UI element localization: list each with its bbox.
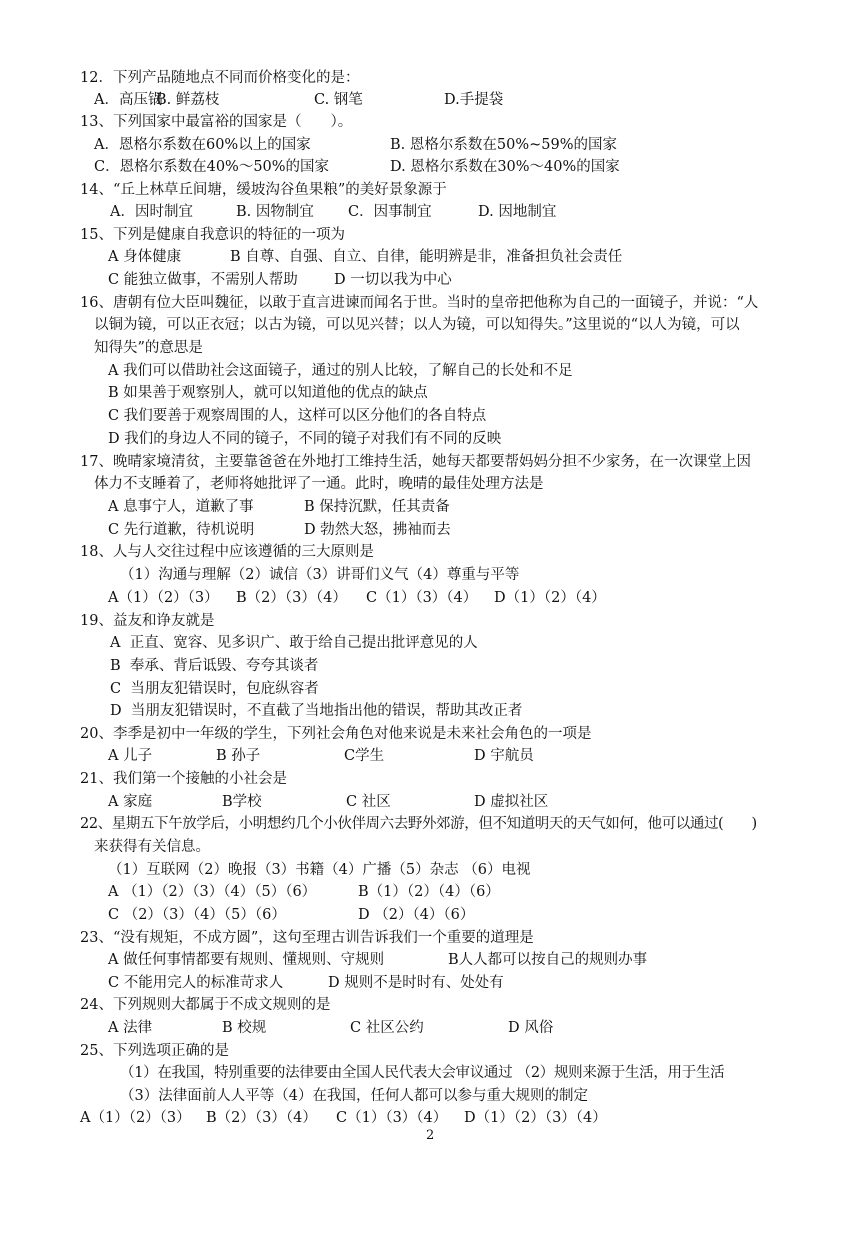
option-c: C（1）（3）（4） [366, 590, 478, 606]
option-a: A 身体健康 [108, 249, 182, 265]
option-a: A 息事宁人，道歉了事 [108, 499, 254, 515]
question-25-stem: 25、下列选项正确的是 [80, 1043, 229, 1059]
option-d: D. 因地制宜 [478, 204, 557, 220]
question-18-items: （1）沟通与理解（2）诚信（3）讲哥们义气（4）尊重与平等 [120, 567, 520, 583]
option-b: B 如果善于观察别人，就可以知道他的优点的缺点 [108, 385, 428, 401]
question-24-options [108, 1017, 808, 1039]
option-d: D 勃然大怒，拂袖而去 [304, 522, 451, 538]
question-24-stem: 24、下列规则大都属于不成文规则的是 [80, 997, 331, 1013]
question-14-stem: 14、“丘上林草丘间塘，缓坡沟谷鱼果粮”的美好景象源于 [80, 182, 447, 198]
option-d: D 虚拟社区 [474, 794, 549, 810]
option-c: C 不能用完人的标准苛求人 [108, 975, 284, 991]
question-25-options [80, 1107, 800, 1129]
question-22-items: （1）互联网（2）晚报（3）书籍（4）广播（5）杂志 （6）电视 [108, 862, 531, 878]
option-b: B 孙子 [216, 748, 261, 764]
option-a: A 法律 [108, 1020, 153, 1036]
option-a: A 儿子 [108, 748, 153, 764]
question-19-stem: 19、益友和诤友就是 [80, 613, 215, 629]
question-22-options-row1 [108, 881, 808, 903]
option-b: B（2）（3）（4） [236, 590, 347, 606]
question-18-options [108, 587, 808, 609]
option-a: A 我们可以借助社会这面镜子，通过的别人比较，了解自己的长处和不足 [108, 363, 573, 379]
option-a: A（1）（2）（3） [80, 1110, 191, 1126]
question-16-stem-cont: 知得失”的意思是 [94, 340, 203, 356]
question-16-stem-cont: 以铜为镜，可以正衣冠；以古为镜，可以见兴替；以人为镜，可以知得失。”这里说的“以人为镜，可以 [94, 317, 740, 333]
option-a: A．恩格尔系数在60%以上的国家 [94, 137, 311, 153]
option-b: B 奉承、背后诋毁、夸夸其谈者 [110, 658, 319, 674]
question-25-items: （1）在我国，特别重要的法律要由全国人民代表大会审议通过 （2）规则来源于生活，用于生活 [120, 1065, 725, 1081]
option-b: B学校 [222, 794, 262, 810]
question-22-stem: 22、星期五下午放学后，小明想约几个小伙伴周六去野外郊游，但不知道明天的天气如何，他可以通过( ) [80, 816, 757, 832]
option-c: C. 钢笔 [314, 92, 363, 108]
question-15-options-row1 [108, 246, 808, 268]
question-13-options-row2 [94, 156, 794, 178]
question-13-stem: 13、下列国家中最富裕的国家是（ ）。 [80, 114, 353, 130]
question-17-options-row1 [108, 496, 808, 518]
question-25-items-cont: （3）法律面前人人平等（4）在我国，任何人都可以参与重大规则的制定 [120, 1088, 588, 1104]
option-c: C 能独立做事，不需别人帮助 [108, 272, 298, 288]
option-c: C 社区公约 [350, 1020, 424, 1036]
option-b: B. 因物制宜 [236, 204, 314, 220]
question-20-stem: 20、李季是初中一年级的学生，下列社会角色对他来说是未来社会角色的一项是 [80, 726, 592, 742]
option-d: D（1）（2）（4） [494, 590, 606, 606]
page-number: 2 [426, 1128, 435, 1143]
question-16-stem: 16、唐朝有位大臣叫魏征，以敢于直言进谏而闻名于世。当时的皇帝把他称为自己的一面镜子，并说：“人 [80, 295, 759, 311]
option-b: B 校规 [222, 1020, 267, 1036]
option-b: B 保持沉默，任其责备 [304, 499, 450, 515]
question-21-options [108, 791, 808, 813]
question-23-options-row2 [108, 972, 808, 994]
option-a: A 家庭 [108, 794, 153, 810]
question-21-stem: 21、我们第一个接触的小社会是 [80, 771, 287, 787]
option-b: B. 鲜荔枝 [156, 92, 220, 108]
option-d: D 当朋友犯错误时，不直截了当地指出他的错误，帮助其改正者 [110, 703, 523, 719]
option-a: A．因时制宜 [110, 204, 193, 220]
question-14-options [110, 201, 810, 223]
question-17-stem: 17、晚晴家境清贫，主要靠爸爸在外地打工维持生活，她每天都要帮妈妈分担不少家务，在一次课堂上因 [80, 454, 751, 470]
question-17-options-row2 [108, 519, 808, 541]
question-13-options-row1 [94, 134, 794, 156]
option-c: C 先行道歉，待机说明 [108, 522, 255, 538]
option-d: D.手提袋 [444, 92, 504, 108]
option-b: B. 恩格尔系数在50%~59%的国家 [390, 137, 617, 153]
question-12-stem: 12．下列产品随地点不同而价格变化的是： [80, 70, 360, 86]
question-18-stem: 18、人与人交往过程中应该遵循的三大原则是 [80, 544, 374, 560]
option-b: B人人都可以按自己的规则办事 [448, 952, 648, 968]
option-d: D. 恩格尔系数在30%～40%的国家 [390, 159, 620, 175]
option-a: A 正直、宽容、见多识广、敢于给自己提出批评意见的人 [110, 635, 478, 651]
option-c: C 当朋友犯错误时，包庇纵容者 [110, 681, 319, 697]
question-12-options [94, 89, 794, 111]
option-d: D 一切以我为中心 [334, 272, 452, 288]
question-17-stem-cont: 体力不支睡着了，老师将她批评了一通。此时，晚晴的最佳处理方法是 [94, 476, 544, 492]
option-a: A．高压锅 [94, 92, 163, 108]
option-a: A（1）（2）（3） [108, 590, 219, 606]
option-b: B（1）（2）（4）（6） [358, 884, 500, 900]
option-d: D （2）（4）（6） [358, 907, 475, 923]
question-15-stem: 15、下列是健康自我意识的特征的一项为 [80, 227, 345, 243]
option-d: D 风俗 [508, 1020, 554, 1036]
option-c: C学生 [344, 748, 385, 764]
question-23-stem: 23、“没有规矩，不成方圆”，这句至理古训告诉我们一个重要的道理是 [80, 930, 534, 946]
question-15-options-row2 [108, 269, 808, 291]
option-d: D 我们的身边人不同的镜子，不同的镜子对我们有不同的反映 [108, 431, 502, 447]
option-c: C （2）（3）（4）（5）（6） [108, 907, 286, 923]
option-b: B 自尊、自强、自立、自律，能明辨是非，准备担负社会责任 [230, 249, 623, 265]
option-c: C 我们要善于观察周围的人，这样可以区分他们的各自特点 [108, 408, 487, 424]
option-c: C（1）（3）（4） [336, 1110, 448, 1126]
option-d: D（1）（2）（3）（4） [464, 1110, 607, 1126]
option-a: A （1）（2）（3）（4）（5）（6） [108, 884, 317, 900]
option-c: C 社区 [346, 794, 391, 810]
question-22-stem-cont: 来获得有关信息。 [94, 839, 210, 855]
option-c: C．因事制宜 [348, 204, 432, 220]
option-a: A 做任何事情都要有规则、懂规则、守规则 [108, 952, 385, 968]
option-c: C．恩格尔系数在40%～50%的国家 [94, 159, 330, 175]
option-b: B（2）（3）（4） [206, 1110, 317, 1126]
question-22-options-row2 [108, 904, 808, 926]
question-20-options [108, 745, 808, 767]
option-d: D 宇航员 [474, 748, 534, 764]
question-23-options-row1 [108, 949, 808, 971]
option-d: D 规则不是时时有、处处有 [328, 975, 504, 991]
